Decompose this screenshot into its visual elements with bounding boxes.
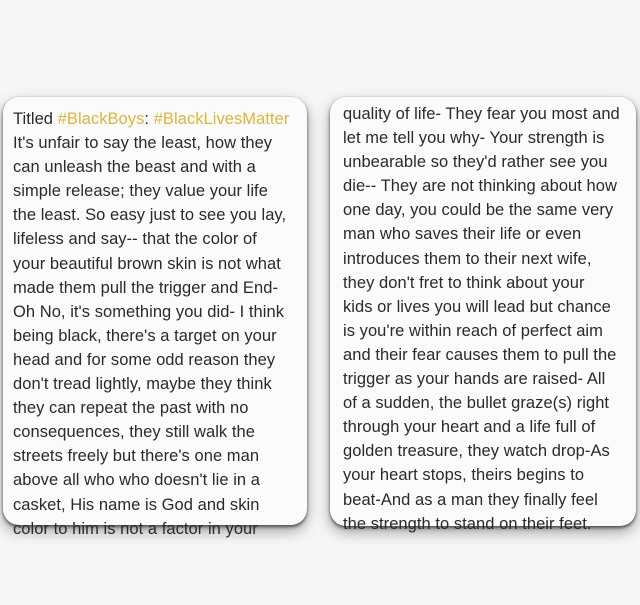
- poem-line: can unleash the beast and with a: [13, 158, 256, 177]
- poem-line: don't tread lightly, maybe they think: [13, 375, 272, 394]
- hashtag-black-lives-matter: #BlackLivesMatter: [153, 110, 290, 128]
- title-prefix: Titled: [13, 110, 58, 128]
- poem-line: die-- They are not thinking about how: [343, 177, 617, 196]
- poem-title-line: [13, 107, 301, 131]
- poem-line: is you're within reach of perfect aim: [343, 321, 603, 340]
- poem-line: the strength to stand on their feet.: [343, 514, 592, 533]
- poem-line: consequences, they still walk the: [13, 423, 255, 442]
- poem-line: kids or lives you will lead but chance: [343, 297, 611, 316]
- poem-line: let me tell you why- Your strength is: [343, 129, 605, 148]
- poem-line: unbearable so they'd rather see you: [343, 153, 608, 172]
- poem-line: simple release; they value your life: [13, 182, 268, 201]
- poem-line: head and for some odd reason they: [13, 350, 276, 369]
- poem-text-right: [343, 102, 630, 536]
- poem-line: one day, you could be the same very: [343, 201, 614, 220]
- poem-line: your beautiful brown skin is not what: [13, 254, 281, 273]
- poem-line: Oh No, it's something you did- I think: [13, 302, 285, 321]
- poem-line: above all who who doesn't lie in a: [13, 471, 261, 490]
- poem-line: streets freely but there's one man: [13, 447, 260, 466]
- poem-line: the least. So easy just to see you lay,: [13, 206, 287, 225]
- poem-card-right: [330, 97, 636, 533]
- poem-line: through your heart and a life full of: [343, 418, 596, 437]
- poem-line: color to him is not a factor in your: [13, 519, 258, 538]
- title-separator: :: [144, 110, 154, 128]
- poem-line: made them pull the trigger and End-: [13, 278, 278, 297]
- poem-line: they can repeat the past with no: [13, 399, 249, 418]
- poem-line: quality of life- They fear you most and: [343, 105, 620, 123]
- poem-line: and their fear causes them to pull the: [343, 345, 617, 364]
- poem-line: of a sudden, the bullet graze(s) right: [343, 394, 610, 413]
- poem-line: man who saves their life or even: [343, 225, 582, 244]
- poem-line: they don't fret to think about your: [343, 273, 585, 292]
- poem-line: introduces them to their next wife,: [343, 249, 592, 268]
- poem-line: trigger as your hands are raised- All: [343, 370, 606, 389]
- poem-line: your heart stops, theirs begins to: [343, 466, 585, 485]
- poem-line: being black, there's a target on your: [13, 326, 277, 345]
- poem-line: lifeless and say-- that the color of: [13, 230, 257, 249]
- poem-line: beat-And as a man they finally feel: [343, 490, 598, 509]
- poem-line: golden treasure, they watch drop-As: [343, 442, 610, 461]
- hashtag-black-boys: #BlackBoys: [57, 110, 145, 128]
- poem-text-left: [13, 107, 301, 541]
- poem-line: It's unfair to say the least, how they: [13, 134, 273, 153]
- poem-card-left: [3, 97, 307, 538]
- poem-line: casket, His name is God and skin: [13, 495, 260, 514]
